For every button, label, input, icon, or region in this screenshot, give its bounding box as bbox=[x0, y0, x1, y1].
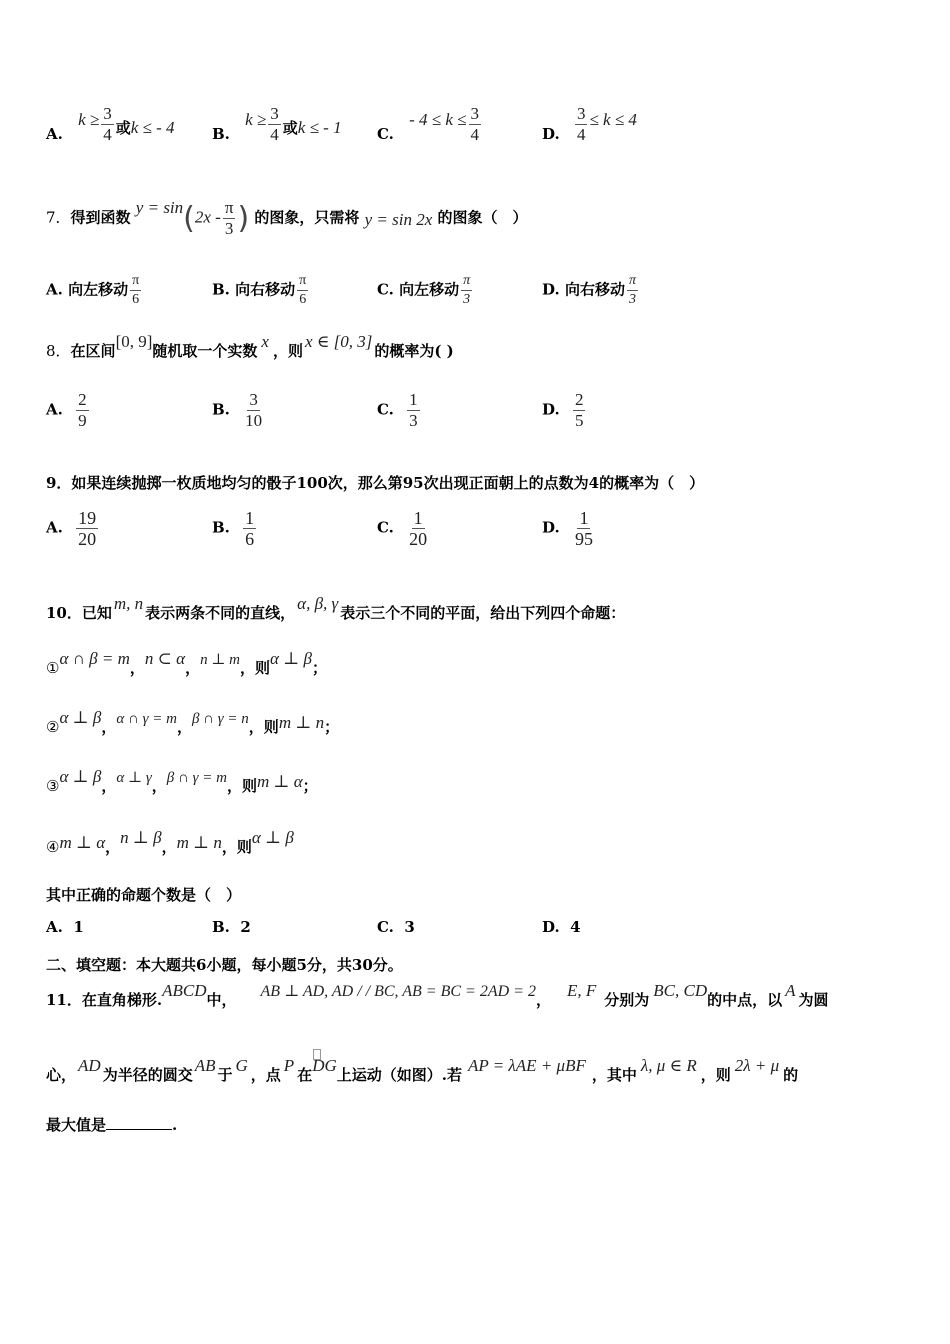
question-text: 上运动（如图）.若 bbox=[336, 1066, 462, 1084]
q8-option-d bbox=[542, 390, 587, 431]
text: ； bbox=[311, 659, 327, 677]
q7-option-a bbox=[46, 272, 143, 309]
right-paren-icon: ) bbox=[237, 200, 250, 236]
math-expr: α, β, γ bbox=[297, 594, 339, 613]
math-expr: k ≤ - 1 bbox=[297, 117, 342, 137]
text: ，则 bbox=[221, 838, 252, 856]
q9-option-c bbox=[377, 508, 431, 549]
math-expr: α ⊥ β bbox=[251, 828, 294, 847]
question-text: 其中正确的命题个数是（ ） bbox=[46, 886, 242, 904]
fraction: $\frac{\pi}{3}$ bbox=[463, 273, 471, 307]
math-expr: AP = λAE + μBF bbox=[468, 1056, 586, 1075]
math-expr: A bbox=[785, 981, 796, 1000]
q10-option-b bbox=[212, 918, 251, 936]
option-text: 向右移动 bbox=[235, 280, 296, 299]
math-expr: [0, 9] bbox=[115, 332, 153, 351]
question-text: ， bbox=[535, 991, 551, 1009]
math-expr: α ∩ γ = m bbox=[116, 711, 177, 727]
q7-option-d bbox=[542, 272, 640, 309]
text: 或 bbox=[115, 118, 131, 137]
question-text: 表示三个不同的平面，给出下列四个命题： bbox=[340, 604, 626, 622]
question-text: 分别为 bbox=[604, 991, 650, 1009]
proposition-3: ③α ⊥ β，α ⊥ γ，β ∩ γ = m，则m ⊥ α； bbox=[46, 767, 318, 795]
math-expr: α ⊥ γ bbox=[116, 770, 152, 786]
fraction: $\frac{3}{4}$ bbox=[103, 104, 112, 144]
prop-mark: ② bbox=[46, 718, 60, 736]
text: ； bbox=[324, 718, 340, 736]
math-expr: n ⊥ β bbox=[120, 828, 162, 847]
math-expr: E, F bbox=[566, 981, 597, 1000]
question-text: ，则 bbox=[700, 1066, 731, 1084]
option-label: D. bbox=[542, 918, 560, 936]
option-label: A. bbox=[46, 124, 63, 143]
math-expr: m ⊥ n bbox=[278, 713, 325, 732]
math-expr: α ⊥ β bbox=[59, 708, 102, 727]
section-heading bbox=[46, 954, 403, 975]
question-text: 的概率为( ) bbox=[374, 342, 454, 360]
math-expr: P bbox=[283, 1056, 295, 1075]
question-text: 最大值是 bbox=[46, 1116, 107, 1134]
question-text: ，则 bbox=[272, 342, 303, 360]
math-expr: α ⊥ β bbox=[59, 767, 102, 786]
q10-option-a bbox=[46, 918, 84, 936]
section-title: 二、填空题：本大题共6小题，每小题5分，共30分。 bbox=[46, 956, 403, 974]
arc-expr bbox=[312, 1056, 337, 1085]
question-text: 的图象，只需将 bbox=[254, 208, 360, 227]
q8-option-a bbox=[46, 390, 91, 431]
math-expr: n ⊂ α bbox=[144, 649, 186, 668]
q8-option-b bbox=[212, 390, 266, 431]
question-number: 7． bbox=[46, 208, 71, 227]
fraction: $\frac{\pi}{6}$ bbox=[299, 273, 307, 307]
option-label: C. bbox=[377, 124, 394, 143]
question-10-prompt bbox=[46, 884, 241, 905]
question-text: . bbox=[172, 1116, 178, 1134]
question-text: 中， bbox=[206, 991, 237, 1009]
option-label: A. bbox=[46, 280, 63, 299]
question-text: 得到函数 bbox=[70, 208, 131, 227]
q7-option-b bbox=[212, 272, 310, 309]
proposition-4: ④m ⊥ α，n ⊥ β，m ⊥ n，则α ⊥ β bbox=[46, 828, 294, 856]
question-text: 在区间 bbox=[70, 342, 116, 360]
prop-mark: ③ bbox=[46, 777, 60, 795]
option-label: B. bbox=[212, 400, 230, 419]
fraction: $\frac{1}{6}$ bbox=[245, 508, 255, 549]
fraction: $\frac{1}{20}$ bbox=[409, 508, 428, 549]
option-label: C. bbox=[377, 280, 394, 299]
question-text: 为圆 bbox=[798, 991, 829, 1009]
q6-option-b bbox=[212, 104, 342, 145]
math-expr: n ⊥ m bbox=[200, 652, 241, 668]
math-expr: m ⊥ α bbox=[256, 772, 303, 791]
q9-option-b bbox=[212, 508, 258, 549]
q6-option-a bbox=[46, 104, 175, 145]
text: ； bbox=[302, 777, 318, 795]
fraction: $\frac{1}{95}$ bbox=[574, 508, 593, 549]
math-expr: α ∩ β = m bbox=[59, 649, 130, 668]
question-11-line-1 bbox=[46, 981, 829, 1010]
fraction: $\frac{2}{9}$ bbox=[78, 390, 87, 430]
math-expr: AD bbox=[78, 1056, 101, 1075]
option-label: D. bbox=[542, 124, 560, 143]
q6-option-c bbox=[377, 104, 483, 145]
math-expr: y = sin bbox=[135, 197, 184, 217]
math-expr: AB ⊥ AD, AD / / BC, AB = BC = 2AD = 2 bbox=[260, 983, 536, 1000]
math-expr: m ⊥ n bbox=[176, 833, 222, 852]
question-text: 随机取一个实数 bbox=[152, 342, 258, 360]
math-expr: k ≤ - 4 bbox=[130, 117, 175, 137]
proposition-2: ②α ⊥ β，α ∩ γ = m，β ∩ γ = n，则m ⊥ n； bbox=[46, 708, 340, 736]
text: ，则 bbox=[248, 718, 279, 736]
question-number: 10．已知 bbox=[46, 604, 112, 622]
option-label: D. bbox=[542, 400, 560, 419]
fraction: $\frac{3}{4}$ bbox=[470, 104, 480, 144]
option-label: B. bbox=[212, 918, 230, 936]
fraction: $\frac{19}{20}$ bbox=[78, 508, 97, 549]
fraction: $\frac{1}{3}$ bbox=[409, 390, 418, 430]
q9-option-a bbox=[46, 508, 100, 549]
math-expr: x ∈ [0, 3] bbox=[304, 332, 373, 351]
option-label: A. bbox=[46, 400, 63, 419]
math-expr: y = sin 2x bbox=[364, 209, 433, 229]
question-text: 表示两条不同的直线， bbox=[145, 604, 296, 622]
question-text: ，点 bbox=[250, 1066, 281, 1084]
option-value: 3 bbox=[404, 918, 415, 936]
fraction: $\frac{3}{4}$ bbox=[270, 104, 279, 144]
fraction: $\frac{\pi}{6}$ bbox=[132, 273, 140, 307]
q10-option-c bbox=[377, 918, 415, 936]
math-expr: β ∩ γ = n bbox=[191, 711, 249, 727]
q8-option-c bbox=[377, 390, 422, 431]
question-7 bbox=[46, 198, 528, 239]
option-text: 向左移动 bbox=[399, 280, 460, 299]
math-expr: k ≥ bbox=[78, 109, 100, 129]
option-label: B. bbox=[212, 280, 230, 299]
q7-option-c bbox=[377, 272, 474, 309]
option-value: 2 bbox=[240, 918, 251, 936]
option-label: D. bbox=[542, 518, 560, 537]
question-number: 11．在直角梯形. bbox=[46, 991, 163, 1009]
math-expr: α ⊥ β bbox=[270, 649, 312, 668]
question-9 bbox=[46, 472, 704, 493]
math-expr: BC, CD bbox=[653, 981, 708, 1000]
question-text: 9．如果连续抛掷一枚质地均匀的骰子100次，那么第95次出现正面朝上的点数为4的概率为（ ） bbox=[46, 474, 705, 492]
text: 或 bbox=[282, 118, 298, 137]
math-expr: DG bbox=[312, 1056, 337, 1075]
option-label: A. bbox=[46, 518, 63, 537]
proposition-1: ①α ∩ β = m，n ⊂ α，n ⊥ m，则α ⊥ β； bbox=[46, 649, 327, 677]
math-expr: 2x - bbox=[194, 207, 221, 227]
math-expr: x bbox=[261, 332, 269, 351]
q10-option-d bbox=[542, 918, 581, 936]
question-text: 心， bbox=[46, 1066, 77, 1084]
question-text: 的图象（ ） bbox=[437, 208, 528, 227]
prop-mark: ① bbox=[46, 659, 60, 677]
question-text: ，其中 bbox=[591, 1066, 637, 1084]
answer-blank[interactable] bbox=[106, 1115, 172, 1130]
question-number: 8． bbox=[46, 342, 71, 360]
question-8 bbox=[46, 332, 454, 361]
option-label: D. bbox=[542, 280, 560, 299]
option-label: C. bbox=[377, 400, 394, 419]
question-text: 在 bbox=[297, 1066, 313, 1084]
math-expr: m, n bbox=[113, 594, 144, 613]
prop-mark: ④ bbox=[46, 838, 60, 856]
option-value: 1 bbox=[73, 918, 84, 936]
question-text: 的中点，以 bbox=[707, 991, 783, 1009]
option-label: C. bbox=[377, 518, 394, 537]
math-expr: λ, μ ∈ R bbox=[640, 1056, 697, 1075]
question-11-line-3 bbox=[46, 1114, 177, 1135]
q6-option-d bbox=[542, 104, 637, 145]
fraction: $\frac{3}{10}$ bbox=[245, 390, 263, 430]
left-paren-icon: ( bbox=[183, 200, 195, 236]
question-11-line-2 bbox=[46, 1056, 799, 1085]
math-expr: G bbox=[235, 1056, 248, 1075]
text: ，则 bbox=[226, 777, 257, 795]
option-value: 4 bbox=[570, 918, 581, 936]
text: ，则 bbox=[240, 659, 271, 677]
question-text: 的 bbox=[783, 1066, 799, 1084]
math-expr: ABCD bbox=[162, 981, 207, 1000]
q9-option-d bbox=[542, 508, 597, 549]
math-expr: β ∩ γ = m bbox=[166, 770, 227, 786]
math-expr: k ≥ bbox=[245, 109, 267, 129]
fraction: $\frac{\pi}{3}$ bbox=[224, 198, 234, 238]
fraction: $\frac{\pi}{3}$ bbox=[628, 273, 636, 307]
option-label: C. bbox=[377, 918, 394, 936]
math-expr: 2λ + μ bbox=[734, 1056, 780, 1075]
math-expr: ≤ k ≤ 4 bbox=[589, 109, 637, 129]
math-expr: AB bbox=[194, 1056, 216, 1075]
question-text: 为半径的圆交 bbox=[102, 1066, 193, 1084]
fraction: $\frac{2}{5}$ bbox=[574, 390, 584, 430]
question-10 bbox=[46, 594, 626, 623]
math-expr: m ⊥ α bbox=[59, 833, 106, 852]
question-text: 于 bbox=[217, 1066, 233, 1084]
option-text: 向右移动 bbox=[564, 280, 625, 299]
option-label: B. bbox=[212, 518, 230, 537]
option-text: 向左移动 bbox=[68, 280, 129, 299]
fraction: $\frac{3}{4}$ bbox=[576, 104, 586, 144]
math-expr: - 4 ≤ k ≤ bbox=[409, 109, 467, 129]
option-label: A. bbox=[46, 918, 63, 936]
option-label: B. bbox=[212, 124, 230, 143]
